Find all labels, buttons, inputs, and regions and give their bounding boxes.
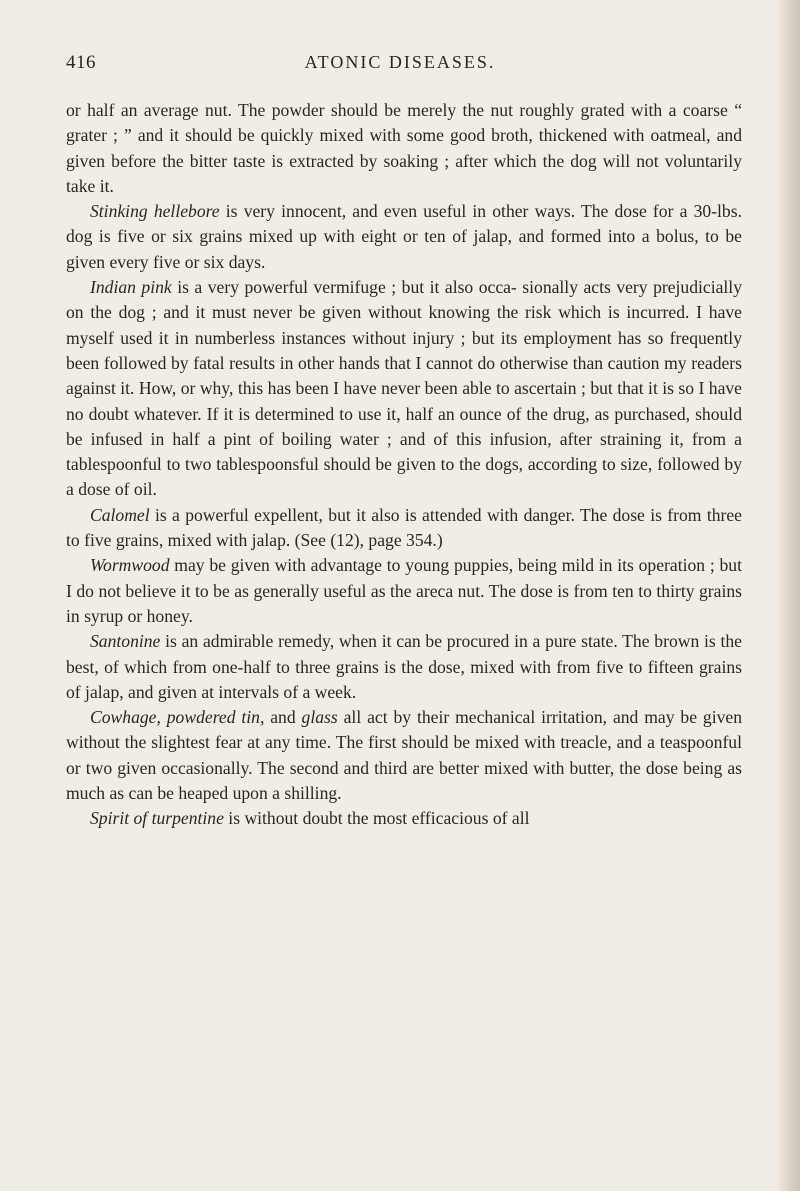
page-edge-shadow — [778, 0, 800, 1191]
paragraph-text: or half an average nut. The powder should be merely the nut roughly grated with a coarse “ grater ; ” and it should be quickly mixed with some good broth, thickened with oatmeal, and given before the bitter taste is extracted by soaking ; after which the dog will not voluntarily take it. — [66, 100, 742, 196]
paragraph-stinking-hellebore — [66, 199, 742, 275]
remedy-name: Santonine — [90, 631, 161, 652]
paragraph-text: is a very powerful vermifuge ; but it also occa- sionally acts very prejudicially on the dog ; and it must never be given without knowing the risk which is incurred. I have myself used it in numberless instances without injury ; but its employment has so frequently been followed by fatal results in other hands that I cannot do otherwise than caution my readers against it. How, or why, this has been I have never been able to ascertain ; but that it is so I have no doubt whatever. If it is determined to use it, half an ounce of the drug, as purchased, should be infused in half a pint of boiling water ; and of this infusion, after straining it, from a tablespoonful to two tablespoonsful should be given to the dogs, according to size, followed by a dose of oil. — [66, 277, 742, 500]
page-number: 416 — [66, 52, 96, 73]
paragraph-cowhage — [66, 705, 742, 806]
remedy-name: Calomel — [90, 504, 150, 525]
paragraph-text-tail: all act by their mechanical irritation, and may be given without the slightest fear at any time. The first should be mixed with treacle, and a teaspoonful or two given occasionally. The second and third are better mixed with butter, the dose being as much as can be heaped upon a shilling. — [66, 707, 743, 804]
page-header — [60, 52, 740, 82]
paragraph-wormwood — [66, 553, 742, 629]
paragraph-indian-pink — [66, 275, 742, 503]
paragraph-text: is very innocent, and even useful in other ways. The dose for a 30-lbs. dog is five or six grains mixed up with eight or ten of jalap, and formed into a bolus, to be given every five or six days. — [66, 201, 742, 272]
remedy-name: Stinking hellebore — [90, 201, 220, 222]
remedy-name: Spirit of turpentine — [90, 808, 224, 829]
remedy-name: Cowhage, powdered tin, — [90, 707, 265, 728]
paragraph-calomel — [66, 503, 742, 554]
paragraph-text: may be given with advantage to young puppies, being mild in its operation ; but I do not believe it to be as generally useful as the areca nut. The dose is from ten to thirty grains in syrup or honey. — [66, 555, 742, 626]
paragraph-text: and — [264, 707, 302, 728]
remedy-name-glass: glass — [301, 707, 338, 728]
remedy-name: Wormwood — [90, 555, 170, 576]
running-head: ATONIC DISEASES. — [304, 52, 496, 72]
paragraph-continuation — [66, 98, 742, 199]
paragraph-text: is without doubt the most efficacious of all — [223, 808, 530, 829]
remedy-name: Indian pink — [90, 277, 172, 298]
paragraph-text: is an admirable remedy, when it can be procured in a pure state. The brown is the best, of which from one-half to three grains is the dose, mixed with from five to fifteen grains of jalap, and given at intervals of a week. — [66, 631, 742, 702]
paragraph-text: is a powerful expellent, but it also is attended with danger. The dose is from three to five grains, mixed with jalap. (See (12), page 354.) — [66, 504, 742, 551]
paragraph-santonine — [66, 629, 742, 705]
body-text — [66, 98, 742, 832]
paragraph-spirit-of-turpentine — [66, 806, 742, 831]
